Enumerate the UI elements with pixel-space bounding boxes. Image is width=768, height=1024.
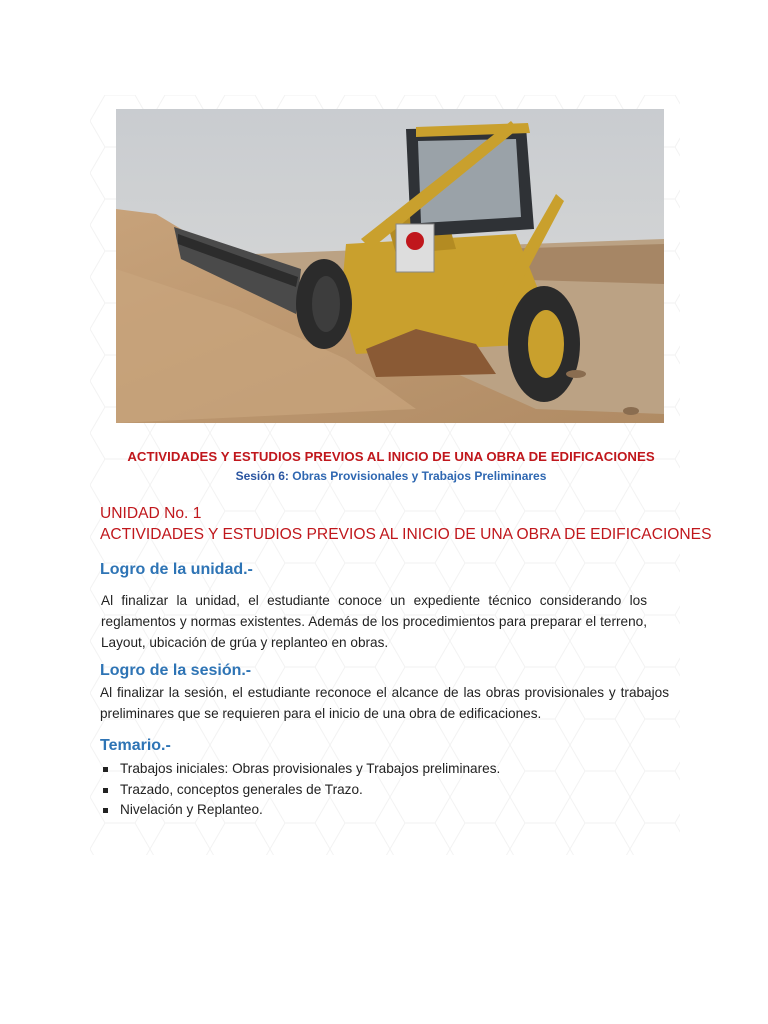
list-item: Trazado, conceptos generales de Trazo. (103, 780, 500, 801)
logro-unidad-heading: Logro de la unidad.- (100, 561, 253, 578)
bullet-icon (103, 767, 108, 772)
logro-sesion-heading: Logro de la sesión.- (100, 662, 252, 679)
session-label: Sesión 6: (235, 469, 289, 483)
session-line (96, 469, 686, 483)
session-name: Obras Provisionales y Trabajos Preliminares (288, 469, 547, 483)
course-title: ACTIVIDADES Y ESTUDIOS PREVIOS AL INICIO DE UNA OBRA DE EDIFICACIONES (127, 449, 655, 464)
logro-unidad-text: Al finalizar la unidad, el estudiante conoce un expediente técnico considerando los reglamentos y normas existentes. Además de los procedimientos para preparar el terreno, Layout, ubicación de grúa y replanteo en obras. (101, 593, 647, 650)
list-item: Trabajos iniciales: Obras provisionales y Trabajos preliminares. (103, 759, 500, 780)
logro-sesion-text: Al finalizar la sesión, el estudiante reconoce el alcance de las obras provisionales y trabajos preliminares que se requieren para el inicio de una obra de edificaciones. (100, 685, 669, 721)
bullet-icon (103, 808, 108, 813)
bullet-icon (103, 788, 108, 793)
unit-title: ACTIVIDADES Y ESTUDIOS PREVIOS AL INICIO DE UNA OBRA DE EDIFICACIONES (100, 526, 712, 543)
unit-number: UNIDAD No. 1 (100, 505, 202, 522)
temario-heading: Temario.- (100, 737, 171, 754)
temario-list (103, 759, 500, 821)
list-item: Nivelación y Replanteo. (103, 800, 500, 821)
motor-grader-photo (116, 109, 664, 423)
